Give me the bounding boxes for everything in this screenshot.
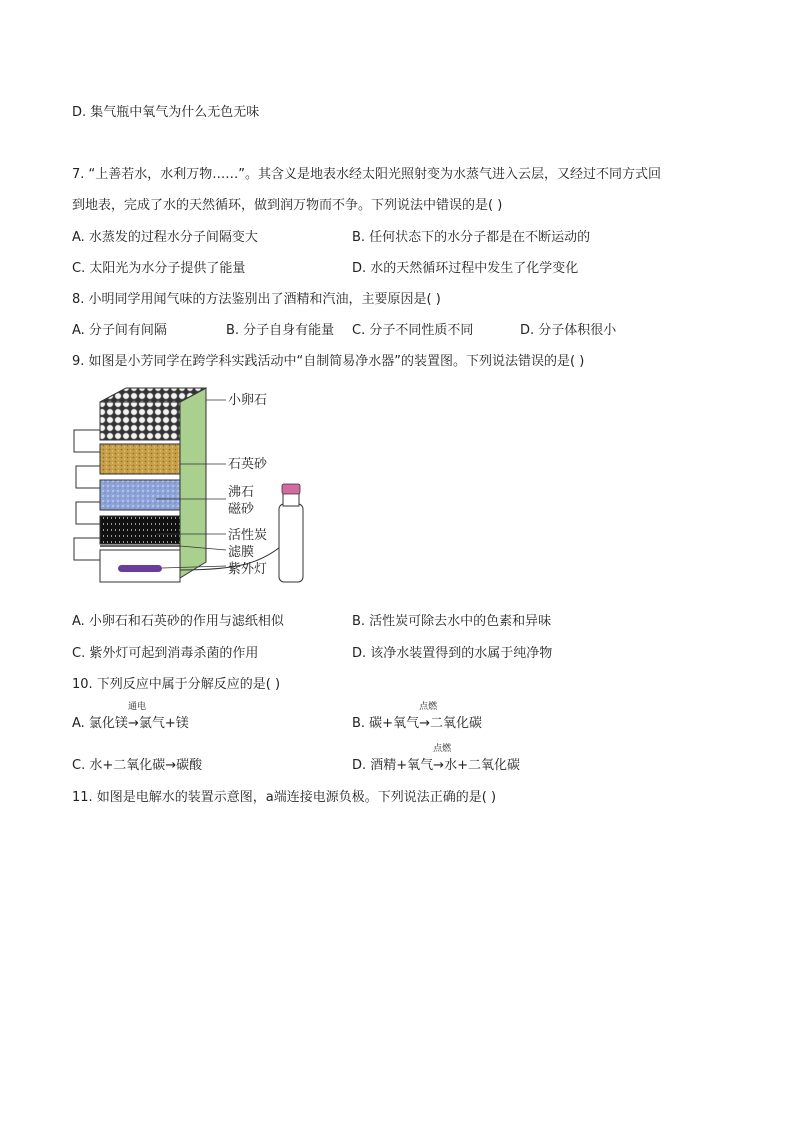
reaction-arrow-icon: → bbox=[419, 716, 430, 731]
activated-carbon-layer bbox=[100, 516, 180, 544]
q6-option-d: D. 集气瓶中氧气为什么无色无味 bbox=[72, 105, 260, 120]
reaction-arrow-icon: → bbox=[127, 716, 139, 731]
q8-option-a: A. 分子间有间隔 bbox=[72, 323, 167, 338]
q7-option-c: C. 太阳光为水分子提供了能量 bbox=[72, 261, 246, 276]
q10-stem: 10. 下列反应中属于分解反应的是( ) bbox=[72, 677, 281, 692]
q10-option-a-right: 氯气+镁 bbox=[138, 716, 189, 731]
pebble-layer bbox=[100, 402, 180, 440]
q8-stem: 8. 小明同学用闻气味的方法鉴别出了酒精和汽油，主要原因是( ) bbox=[72, 292, 441, 307]
label-activated-carbon: 活性炭 bbox=[228, 528, 268, 543]
q7-stem-line2: 到地表，完成了水的天然循环，做到润万物而不争。下列说法中错误的是( ) bbox=[72, 198, 503, 213]
q9-option-c: C. 紫外灯可起到消毒杀菌的作用 bbox=[72, 646, 259, 661]
q8-option-c: C. 分子不同性质不同 bbox=[352, 323, 474, 338]
bottle-cap bbox=[282, 484, 300, 494]
left-bracket-4 bbox=[74, 538, 100, 560]
q10-option-d bbox=[352, 744, 520, 776]
q10-option-d-left: D. 酒精+氧气 bbox=[352, 758, 434, 773]
label-filter-membrane: 滤膜 bbox=[228, 545, 255, 560]
q10-option-b-left: B. 碳+氧气 bbox=[352, 716, 420, 731]
left-bracket-1 bbox=[74, 430, 100, 452]
label-zeolite: 沸石 bbox=[228, 485, 255, 500]
q10-option-b-right: 二氧化碳 bbox=[429, 716, 482, 731]
label-magnetite-sand: 磁砂 bbox=[228, 502, 255, 517]
reaction-arrow-icon: → bbox=[433, 758, 445, 773]
q10-option-c: C. 水+二氧化碳→碳酸 bbox=[72, 758, 203, 773]
q7-option-b: B. 任何状态下的水分子都是在不断运动的 bbox=[352, 230, 591, 245]
label-uv-lamp: 紫外灯 bbox=[228, 562, 268, 577]
q9-option-b: B. 活性炭可除去水中的色素和异味 bbox=[352, 614, 552, 629]
q10-option-d-condition: 点燃 bbox=[433, 744, 452, 754]
left-bracket-3 bbox=[76, 502, 100, 524]
q10-option-b bbox=[352, 702, 482, 734]
label-quartz-sand: 石英砂 bbox=[228, 457, 268, 472]
q10-option-b-condition: 点燃 bbox=[419, 702, 438, 712]
side-panel bbox=[180, 388, 206, 578]
q7-option-d: D. 水的天然循环过程中发生了化学变化 bbox=[352, 261, 579, 276]
q10-option-d-right: 水+二氧化碳 bbox=[444, 758, 520, 773]
q9-stem: 9. 如图是小芳同学在跨学科实践活动中“自制简易净水器”的装置图。下列说法错误的是( ) bbox=[72, 354, 585, 369]
left-bracket-2 bbox=[76, 466, 100, 488]
q9-option-d: D. 该净水装置得到的水属于纯净物 bbox=[352, 646, 553, 661]
q8-option-d: D. 分子体积很小 bbox=[520, 323, 617, 338]
zeolite-layer bbox=[100, 480, 180, 510]
q10-option-a-condition: 通电 bbox=[127, 702, 146, 712]
label-pebbles: 小卵石 bbox=[228, 393, 268, 408]
q10-option-a bbox=[72, 702, 189, 734]
uv-lamp bbox=[118, 565, 162, 572]
q11-stem: 11. 如图是电解水的装置示意图，a端连接电源负极。下列说法正确的是( ) bbox=[72, 790, 497, 805]
water-purifier-figure bbox=[66, 384, 326, 590]
q8-option-b: B. 分子自身有能量 bbox=[226, 323, 335, 338]
q7-option-a: A. 水蒸发的过程水分子间隔变大 bbox=[72, 230, 258, 245]
q7-stem-line1: 7. “上善若水，水利万物……”。其含义是地表水经太阳光照射变为水蒸气进入云层，又经过不同方式回 bbox=[72, 167, 662, 182]
q10-option-a-left: A. 氯化镁 bbox=[72, 716, 128, 731]
bottle bbox=[279, 504, 303, 582]
q9-option-a: A. 小卵石和石英砂的作用与滤纸相似 bbox=[72, 614, 284, 629]
quartz-sand-layer bbox=[100, 444, 180, 474]
